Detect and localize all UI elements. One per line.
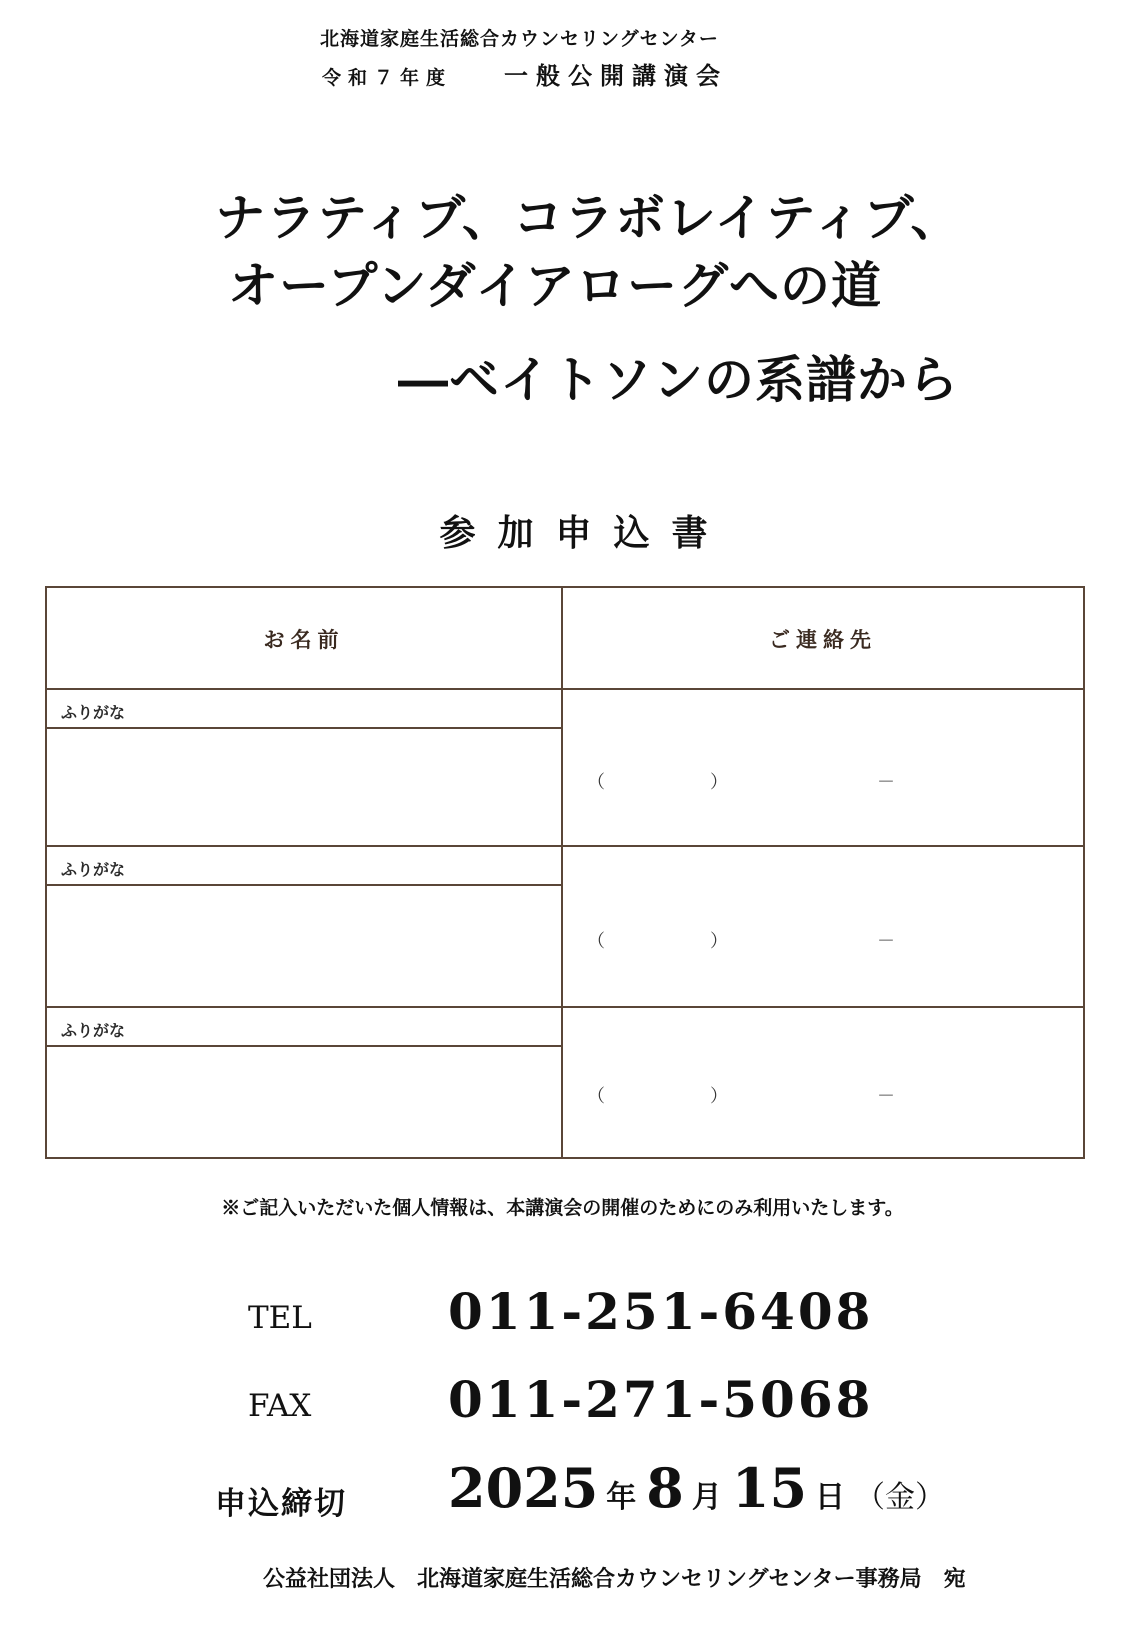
contact-column-header: ご連絡先 bbox=[769, 627, 877, 652]
title-line-1: ナラティブ、コラボレイティブ、 bbox=[215, 188, 962, 247]
deadline-month: 8 bbox=[646, 1456, 684, 1520]
deadline-label: 申込締切 bbox=[215, 1486, 347, 1522]
event-year-line bbox=[322, 56, 728, 91]
title-line-3: ―ベイトソンの系譜から bbox=[398, 350, 959, 409]
row-divider-1 bbox=[47, 845, 1083, 847]
organization-name: 北海道家庭生活総合カウンセリングセンター bbox=[320, 28, 719, 50]
furigana-label: ふりがな bbox=[61, 860, 126, 879]
phone-open-paren: （ bbox=[587, 1086, 605, 1107]
phone-close-paren: ） bbox=[710, 772, 728, 793]
month-unit: 月 bbox=[691, 1480, 722, 1515]
name-field[interactable] bbox=[47, 729, 561, 845]
furigana-label: ふりがな bbox=[61, 703, 126, 722]
phone-close-paren: ） bbox=[710, 1086, 728, 1107]
privacy-notice: ※ご記入いただいた個人情報は、本講演会の開催のためにのみ利用いたします。 bbox=[221, 1197, 904, 1219]
furigana-label: ふりがな bbox=[61, 1021, 126, 1040]
column-divider bbox=[561, 688, 563, 1159]
fax-label: FAX bbox=[248, 1388, 312, 1424]
tel-number: 011-251-6408 bbox=[448, 1282, 874, 1341]
fiscal-year: 令和７年度 bbox=[322, 67, 453, 89]
row-divider-2 bbox=[47, 1006, 1083, 1008]
deadline-day: 15 bbox=[731, 1456, 808, 1520]
name-field[interactable] bbox=[47, 1047, 561, 1159]
addressee: 公益社団法人 北海道家庭生活総合カウンセリングセンター事務局 宛 bbox=[263, 1566, 966, 1592]
deadline-year: 2025 bbox=[448, 1456, 599, 1520]
phone-open-paren: （ bbox=[587, 931, 605, 952]
form-heading: 参加申込書 bbox=[439, 512, 730, 554]
phone-close-paren: ） bbox=[710, 931, 728, 952]
title-line-2: オープンダイアローグへの道 bbox=[228, 256, 882, 315]
deadline-weekday: （金） bbox=[855, 1480, 946, 1515]
phone-dash: － bbox=[877, 1086, 895, 1107]
phone-dash: － bbox=[877, 772, 895, 793]
fax-number: 011-271-5068 bbox=[448, 1370, 874, 1429]
application-form-table bbox=[45, 586, 1085, 1159]
phone-open-paren: （ bbox=[587, 772, 605, 793]
tel-label: TEL bbox=[248, 1300, 312, 1336]
year-unit: 年 bbox=[606, 1480, 637, 1515]
event-type: 一般公開講演会 bbox=[504, 61, 729, 90]
day-unit: 日 bbox=[815, 1480, 846, 1515]
phone-dash: － bbox=[877, 931, 895, 952]
name-column-header: お名前 bbox=[47, 588, 563, 690]
deadline-date bbox=[448, 1456, 945, 1520]
name-field[interactable] bbox=[47, 886, 561, 1006]
header-divider bbox=[47, 688, 1083, 690]
